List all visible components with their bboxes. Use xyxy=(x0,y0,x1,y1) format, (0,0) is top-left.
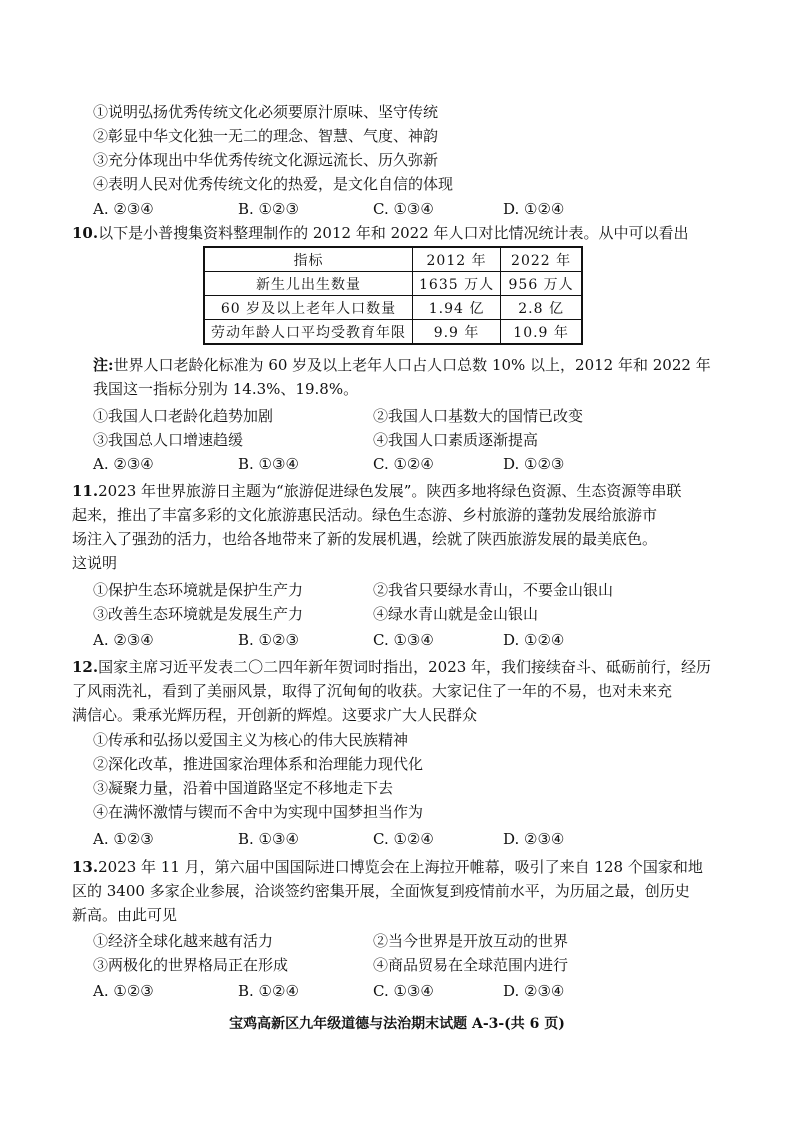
table-cell: 新生儿出生数量 xyxy=(204,272,413,296)
q13-choices xyxy=(93,980,683,1002)
table-row xyxy=(204,296,582,320)
q9-choice-a[interactable]: A. ②③④ xyxy=(93,200,154,218)
q13-item-3: ③两极化的世界格局正在形成 xyxy=(93,956,289,974)
table-cell: 956 万人 xyxy=(501,272,583,296)
q10-number: 10. xyxy=(72,224,99,242)
table-row xyxy=(204,272,582,296)
q10-choice-a[interactable]: A. ②③④ xyxy=(93,455,154,473)
q12-stem-line-3: 满信心。秉承光辉历程，开创新的辉煌。这要求广大人民群众 xyxy=(72,706,478,724)
q11-choices xyxy=(93,629,683,651)
table-cell: 9.9 年 xyxy=(413,320,501,345)
q10-note-line-2: 我国这一指标分别为 14.3%、19.8%。 xyxy=(93,380,359,398)
q12-item-4: ④在满怀激情与锲而不舍中为实现中国梦担当作为 xyxy=(93,803,424,821)
q9-item-3: ③充分体现出中华优秀传统文化源远流长、历久弥新 xyxy=(93,151,439,169)
q9-choice-b[interactable]: B. ①②③ xyxy=(238,200,299,218)
table-cell: 10.9 年 xyxy=(501,320,583,345)
q10-choice-c[interactable]: C. ①②④ xyxy=(373,455,434,473)
q11-item-2: ②我省只要绿水青山，不要金山银山 xyxy=(373,581,614,599)
q12-item-1: ①传承和弘扬以爱国主义为核心的伟大民族精神 xyxy=(93,731,409,749)
table-row xyxy=(204,320,582,345)
q13-stem-text: 2023 年 11 月，第六届中国国际进口博览会在上海拉开帷幕，吸引了来自 128 个国家和地 xyxy=(98,858,703,876)
q11-item-3: ③改善生态环境就是发展生产力 xyxy=(93,605,304,623)
q9-choice-c[interactable]: C. ①③④ xyxy=(373,200,434,218)
q11-choice-d[interactable]: D. ①②④ xyxy=(503,631,565,649)
q11-choice-b[interactable]: B. ①②③ xyxy=(238,631,299,649)
q10-item-4: ④我国人口素质逐渐提高 xyxy=(373,431,539,449)
table-header: 指标 xyxy=(204,247,413,272)
q12-choice-d[interactable]: D. ②③④ xyxy=(503,830,565,848)
q12-stem-line-2: 了风雨洗礼，看到了美丽风景，取得了沉甸甸的收获。大家记住了一年的不易，也对未来充 xyxy=(72,682,673,700)
q10-note-line-1 xyxy=(93,354,711,376)
q10-item-3: ③我国总人口增速趋缓 xyxy=(93,431,244,449)
table-header: 2012 年 xyxy=(413,247,501,272)
q11-stem-line-2: 起来，推出了丰富多彩的文化旅游惠民活动。绿色生态游、乡村旅游的蓬勃发展给旅游市 xyxy=(72,506,658,524)
q11-number: 11. xyxy=(72,482,99,500)
q13-item-2: ②当今世界是开放互动的世界 xyxy=(373,932,569,950)
q11-stem-line-1 xyxy=(72,480,681,502)
q12-choice-a[interactable]: A. ①②③ xyxy=(93,830,154,848)
q9-choices xyxy=(93,198,683,220)
q10-item-1: ①我国人口老龄化趋势加剧 xyxy=(93,407,274,425)
q12-item-2: ②深化改革，推进国家治理体系和治理能力现代化 xyxy=(93,755,424,773)
q11-stem-line-3: 场注入了强劲的活力，也给各地带来了新的发展机遇，绘就了陕西旅游发展的最美底色。 xyxy=(72,530,658,548)
q11-stem-line-4: 这说明 xyxy=(72,554,118,572)
q13-choice-b[interactable]: B. ①②④ xyxy=(238,982,299,1000)
q10-stem-text: 以下是小普搜集资料整理制作的 2012 年和 2022 年人口对比情况统计表。从中可以看出 xyxy=(98,224,689,242)
q10-note-label: 注: xyxy=(93,356,114,374)
q12-choice-b[interactable]: B. ①③④ xyxy=(238,830,299,848)
table-header-row xyxy=(204,247,582,272)
q13-stem-line-3: 新高。由此可见 xyxy=(72,906,178,924)
table-cell: 1.94 亿 xyxy=(413,296,501,320)
q11-item-1: ①保护生态环境就是保护生产力 xyxy=(93,581,304,599)
q13-number: 13. xyxy=(72,858,99,876)
q10-choice-b[interactable]: B. ①③④ xyxy=(238,455,299,473)
q9-choice-d[interactable]: D. ①②④ xyxy=(503,200,565,218)
table-cell: 1635 万人 xyxy=(413,272,501,296)
q11-item-4: ④绿水青山就是金山银山 xyxy=(373,605,539,623)
q13-choice-c[interactable]: C. ①③④ xyxy=(373,982,434,1000)
table-header: 2022 年 xyxy=(501,247,583,272)
population-table xyxy=(203,246,583,345)
q13-item-4: ④商品贸易在全球范围内进行 xyxy=(373,956,569,974)
q10-note-text: 世界人口老龄化标准为 60 岁及以上老年人口占人口总数 10% 以上，2012 年和 2022 年 xyxy=(113,356,711,374)
q12-stem-text: 国家主席习近平发表二〇二四年新年贺词时指出，2023 年，我们接续奋斗、砥砺前行，经历 xyxy=(98,658,712,676)
q9-item-2: ②彰显中华文化独一无二的理念、智慧、气度、神韵 xyxy=(93,127,439,145)
q12-number: 12. xyxy=(72,658,99,676)
q11-choice-a[interactable]: A. ②③④ xyxy=(93,631,154,649)
q13-stem-line-2: 区的 3400 多家企业参展，洽谈签约密集开展，全面恢复到疫情前水平，为历届之最，创历史 xyxy=(72,882,690,900)
q12-stem-line-1 xyxy=(72,656,711,678)
q13-choice-a[interactable]: A. ①②③ xyxy=(93,982,154,1000)
q13-stem-line-1 xyxy=(72,856,703,878)
q13-item-1: ①经济全球化越来越有活力 xyxy=(93,932,274,950)
table-cell: 60 岁及以上老年人口数量 xyxy=(204,296,413,320)
q12-choice-c[interactable]: C. ①②④ xyxy=(373,830,434,848)
q10-choice-d[interactable]: D. ①②③ xyxy=(503,455,565,473)
q9-item-1: ①说明弘扬优秀传统文化必须要原汁原味、坚守传统 xyxy=(93,103,439,121)
table-cell: 劳动年龄人口平均受教育年限 xyxy=(204,320,413,345)
table-cell: 2.8 亿 xyxy=(501,296,583,320)
q13-choice-d[interactable]: D. ②③④ xyxy=(503,982,565,1000)
q10-choices xyxy=(93,453,683,475)
q10-item-2: ②我国人口基数大的国情已改变 xyxy=(373,407,584,425)
q11-stem-text: 2023 年世界旅游日主题为“旅游促进绿色发展”。陕西多地将绿色资源、生态资源等串联 xyxy=(98,482,682,500)
q12-choices xyxy=(93,828,683,850)
q12-item-3: ③凝聚力量，沿着中国道路坚定不移地走下去 xyxy=(93,779,394,797)
page-footer: 宝鸡高新区九年级道德与法治期末试题 A-3-(共 6 页) xyxy=(229,1016,565,1032)
q9-item-4: ④表明人民对优秀传统文化的热爱，是文化自信的体现 xyxy=(93,175,454,193)
q11-choice-c[interactable]: C. ①③④ xyxy=(373,631,434,649)
q10-stem xyxy=(72,222,689,244)
